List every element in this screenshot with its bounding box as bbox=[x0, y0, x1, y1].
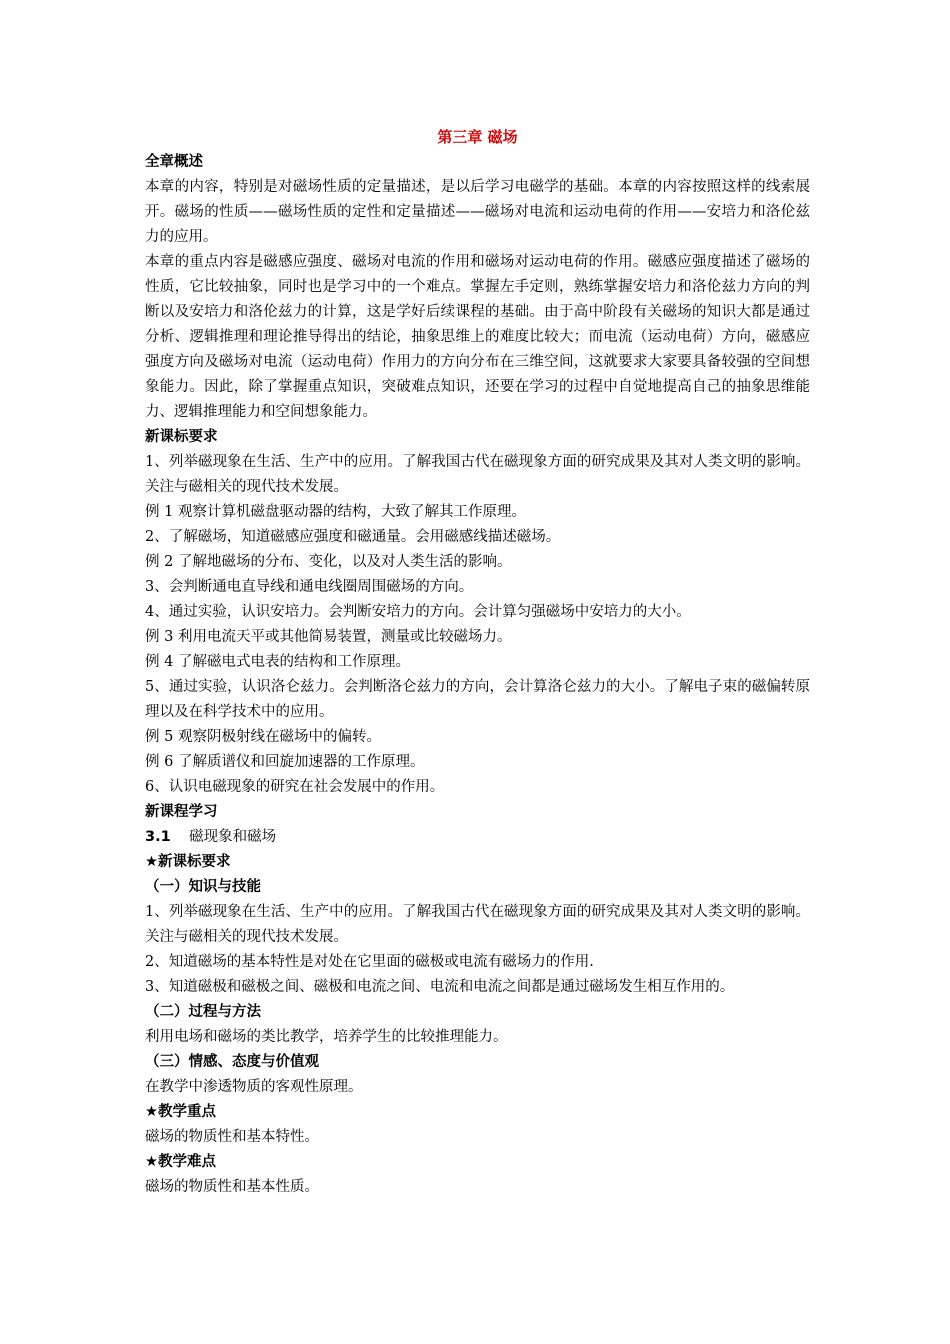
document-page bbox=[145, 124, 810, 1200]
standards-item: 例 4 了解磁电式电表的结构和工作原理。 bbox=[145, 654, 410, 670]
standards-heading: 新课标要求 bbox=[145, 429, 218, 445]
standards-item: 例 2 了解地磁场的分布、变化，以及对人类生活的影响。 bbox=[145, 554, 512, 570]
standards-item: 6、认识电磁现象的研究在社会发展中的作用。 bbox=[145, 779, 445, 795]
difficulty-text: 磁场的物质性和基本性质。 bbox=[145, 1179, 319, 1195]
overview-paragraph-2: 本章的重点内容是磁感应强度、磁场对电流的作用和磁场对运动电荷的作用。磁感应强度描述了磁场的性质，它比较抽象，同时也是学习中的一个难点。掌握左手定则，熟练掌握安培力和洛伦兹力方向的判断以及安培力和洛伦兹力的计算，这是学好后续课程的基础。由于高中阶段有关磁场的知识大都是通过分析、逻辑推理和理论推导得出的结论，抽象思维上的难度比较大；而电流（运动电荷）方向，磁感应强度方向及磁场对电流（运动电荷）作用力的方向分布在三维空间，这就要求大家要具备较强的空间想象能力。因此，除了掌握重点知识，突破难点知识，还要在学习的过程中自觉地提高自己的抽象思维能力、逻辑推理能力和空间想象能力。 bbox=[145, 254, 810, 420]
knowledge-item: 3、知道磁极和磁极之间、磁极和电流之间、电流和电流之间都是通过磁场发生相互作用的。 bbox=[145, 979, 735, 995]
standards-item: 2、了解磁场，知道磁感应强度和磁通量。会用磁感线描述磁场。 bbox=[145, 529, 561, 545]
standards-item: 例 3 利用电流天平或其他简易装置，测量或比较磁场力。 bbox=[145, 629, 512, 645]
focus-text: 磁场的物质性和基本特性。 bbox=[145, 1129, 319, 1145]
section-heading bbox=[145, 825, 810, 850]
process-text: 利用电场和磁场的类比教学，培养学生的比较推理能力。 bbox=[145, 1029, 508, 1045]
overview-paragraph-1: 本章的内容，特别是对磁场性质的定量描述，是以后学习电磁学的基础。本章的内容按照这样的线索展开。磁场的性质——磁场性质的定性和定量描述——磁场对电流和运动电荷的作用——安培力和洛伦兹力的应用。 bbox=[145, 179, 810, 245]
knowledge-item: 2、知道磁场的基本特性是对处在它里面的磁极或电流有磁场力的作用. bbox=[145, 954, 594, 970]
standards-item: 5、通过实验，认识洛仑兹力。会判断洛仑兹力的方向，会计算洛仑兹力的大小。了解电子束的磁偏转原理以及在科学技术中的应用。 bbox=[145, 679, 810, 720]
process-heading: （二）过程与方法 bbox=[145, 1004, 261, 1020]
standards-item: 1、列举磁现象在生活、生产中的应用。了解我国古代在磁现象方面的研究成果及其对人类文明的影响。关注与磁相关的现代技术发展。 bbox=[145, 454, 810, 495]
knowledge-item: 1、列举磁现象在生活、生产中的应用。了解我国古代在磁现象方面的研究成果及其对人类文明的影响。关注与磁相关的现代技术发展。 bbox=[145, 904, 810, 945]
emotion-text: 在教学中渗透物质的客观性原理。 bbox=[145, 1079, 363, 1095]
standards-item: 例 5 观察阴极射线在磁场中的偏转。 bbox=[145, 729, 381, 745]
section-title: 磁现象和磁场 bbox=[189, 829, 277, 845]
overview-heading: 全章概述 bbox=[145, 154, 203, 170]
standards-item: 3、会判断通电直导线和通电线圈周围磁场的方向。 bbox=[145, 579, 474, 595]
standards-item: 例 1 观察计算机磁盘驱动器的结构，大致了解其工作原理。 bbox=[145, 504, 526, 520]
difficulty-heading: ★教学难点 bbox=[145, 1154, 216, 1170]
knowledge-heading: （一）知识与技能 bbox=[145, 879, 261, 895]
standards-item: 4、通过实验，认识安培力。会判断安培力的方向。会计算匀强磁场中安培力的大小。 bbox=[145, 604, 691, 620]
standards-item: 例 6 了解质谱仪和回旋加速器的工作原理。 bbox=[145, 754, 425, 770]
chapter-title: 第三章 磁场 bbox=[437, 128, 518, 146]
course-standards-heading: ★新课标要求 bbox=[145, 854, 231, 870]
course-heading: 新课程学习 bbox=[145, 804, 218, 820]
focus-heading: ★教学重点 bbox=[145, 1104, 216, 1120]
section-number: 3.1 bbox=[145, 829, 171, 845]
emotion-heading: （三）情感、态度与价值观 bbox=[145, 1054, 319, 1070]
